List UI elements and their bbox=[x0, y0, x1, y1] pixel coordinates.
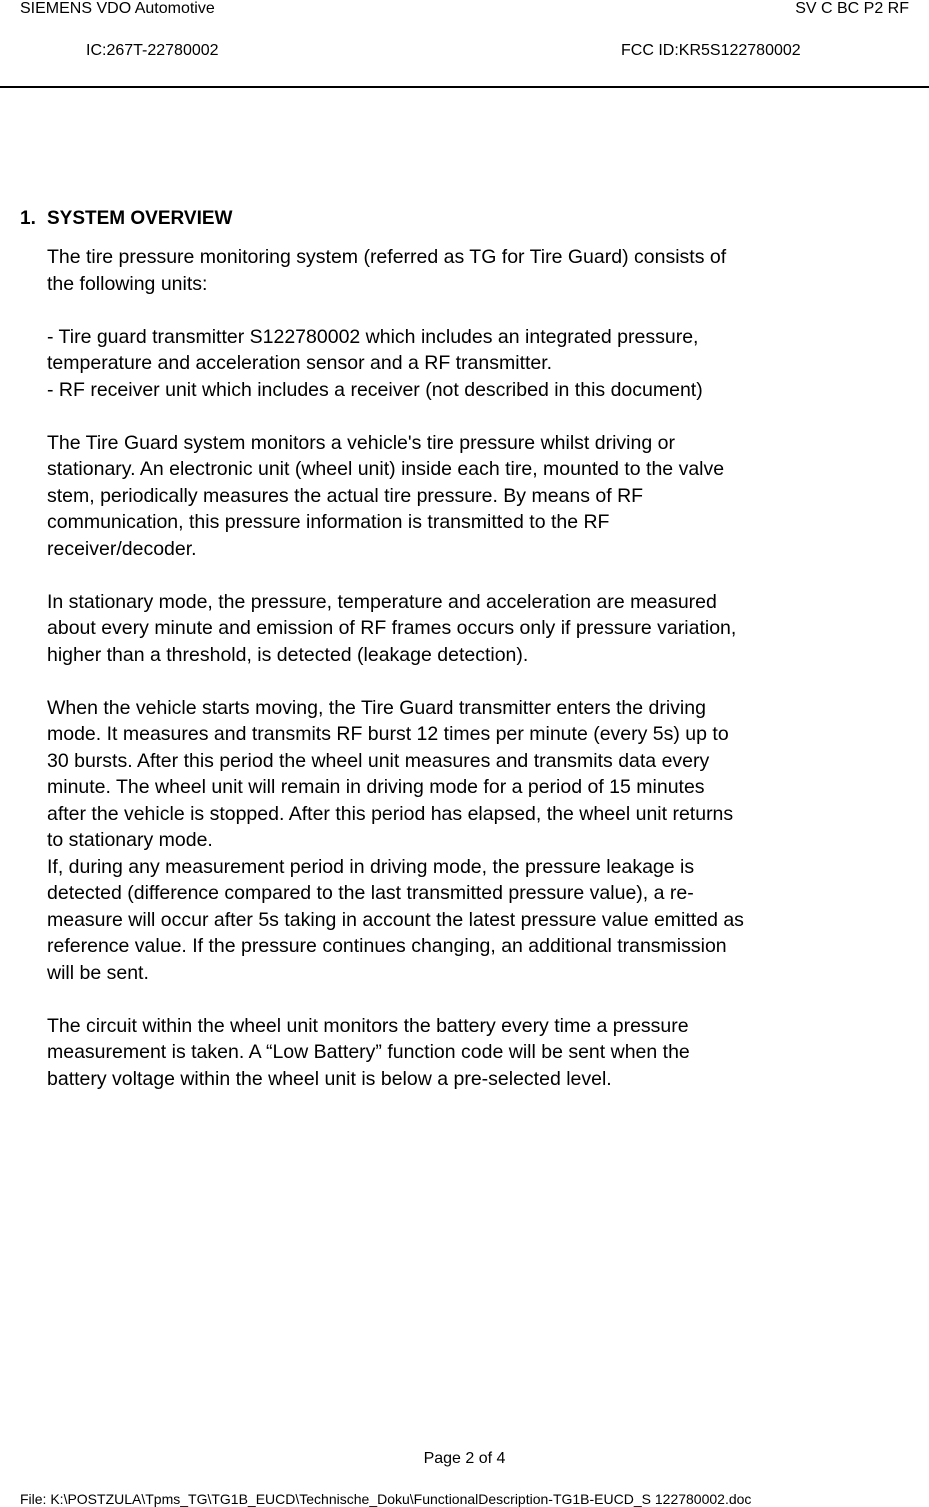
text-line: stem, periodically measures the actual tire pressure. By means of RF bbox=[47, 484, 644, 507]
text-line: after the vehicle is stopped. After this period has elapsed, the wheel unit returns bbox=[47, 802, 734, 825]
text-line: - Tire guard transmitter S122780002 which includes an integrated pressure, bbox=[47, 325, 699, 348]
fcc-id: FCC ID:KR5S122780002 bbox=[621, 42, 801, 59]
text-line: 30 bursts. After this period the wheel unit measures and transmits data every bbox=[47, 749, 710, 772]
text-line: receiver/decoder. bbox=[47, 537, 197, 560]
page-number: Page 2 of 4 bbox=[423, 1450, 506, 1467]
text-line: The circuit within the wheel unit monitors the battery every time a pressure bbox=[47, 1014, 689, 1037]
text-line: The tire pressure monitoring system (referred as TG for Tire Guard) consists of bbox=[47, 246, 727, 268]
text-line: mode. It measures and transmits RF burst 12 times per minute (every 5s) up to bbox=[47, 723, 729, 745]
section-title: SYSTEM OVERVIEW bbox=[47, 208, 233, 229]
text-line: In stationary mode, the pressure, temperature and acceleration are measured bbox=[47, 590, 717, 613]
text-line: - RF receiver unit which includes a receiver (not described in this document) bbox=[47, 378, 703, 401]
company-name: SIEMENS VDO Automotive bbox=[20, 0, 215, 17]
text-line: temperature and acceleration sensor and a RF transmitter. bbox=[47, 352, 553, 374]
paragraph-driving-mode bbox=[47, 695, 909, 987]
text-line: battery voltage within the wheel unit is below a pre-selected level. bbox=[47, 1067, 612, 1090]
paragraph-system-description bbox=[47, 430, 909, 563]
text-line: detected (difference compared to the last transmitted pressure value), a re- bbox=[47, 882, 694, 904]
section-number: 1. bbox=[20, 208, 36, 229]
text-line: higher than a threshold, is detected (leakage detection). bbox=[47, 643, 529, 666]
text-line: The Tire Guard system monitors a vehicle's tire pressure whilst driving or bbox=[47, 431, 675, 454]
text-line: measurement is taken. A “Low Battery” function code will be sent when the bbox=[47, 1041, 690, 1063]
file-path: File: K:\POSTZULA\Tpms_TG\TG1B_EUCD\Technische_Doku\FunctionalDescription-TG1B-EUCD_S 122780002.doc bbox=[20, 1491, 752, 1507]
header-divider bbox=[0, 86, 929, 88]
document-reference: SV C BC P2 RF bbox=[795, 0, 909, 17]
paragraph-stationary-mode bbox=[47, 589, 909, 669]
text-line: the following units: bbox=[47, 272, 208, 295]
paragraph-unit-list bbox=[47, 324, 909, 404]
body-text bbox=[47, 244, 909, 1092]
paragraph-low-battery bbox=[47, 1013, 909, 1093]
text-line: minute. The wheel unit will remain in driving mode for a period of 15 minutes bbox=[47, 776, 705, 798]
ic-id: IC:267T-22780002 bbox=[86, 42, 219, 59]
text-line: will be sent. bbox=[47, 961, 149, 984]
text-line: to stationary mode. bbox=[47, 829, 213, 851]
text-line: about every minute and emission of RF frames occurs only if pressure variation, bbox=[47, 617, 737, 639]
text-line: If, during any measurement period in driving mode, the pressure leakage is bbox=[47, 855, 695, 878]
section-heading bbox=[20, 207, 232, 231]
text-line: communication, this pressure information is transmitted to the RF bbox=[47, 511, 610, 533]
text-line: stationary. An electronic unit (wheel unit) inside each tire, mounted to the valve bbox=[47, 458, 725, 480]
text-line: reference value. If the pressure continues changing, an additional transmission bbox=[47, 935, 727, 957]
paragraph-units-intro bbox=[47, 244, 909, 297]
text-line: measure will occur after 5s taking in account the latest pressure value emitted as bbox=[47, 908, 744, 931]
text-line: When the vehicle starts moving, the Tire Guard transmitter enters the driving bbox=[47, 696, 706, 719]
